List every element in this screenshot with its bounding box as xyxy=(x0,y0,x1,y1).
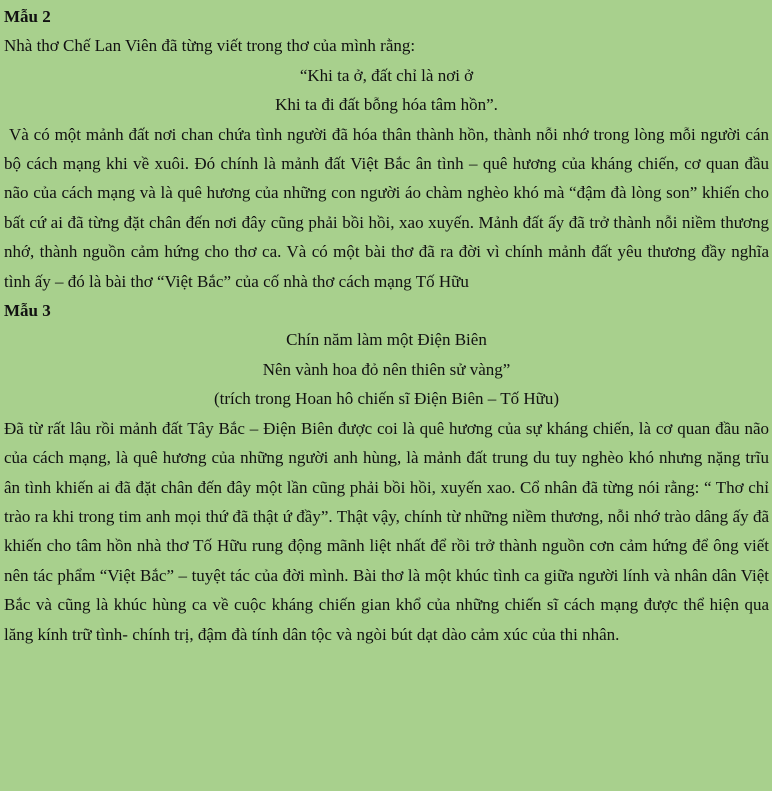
quote-line: Chín năm làm một Điện Biên xyxy=(286,330,487,350)
quote-line: “Khi ta ở, đất chỉ là nơi ở xyxy=(299,65,474,85)
body-paragraph: Và có một mảnh đất nơi chan chứa tình người đã hóa thân thành hồn, thành nỗi nhớ trong lòng mỗi người cán bộ cách mạng khi về xuôi. Đó chính là mảnh đất Việt Bắc ân tình – quê hương của kháng chiến, cơ quan đầu não của cách mạng và là quê hương của những con người áo chàm nghèo khó mà “đậm đà lòng son” khiến cho bất cứ ai đã từng đặt chân đến nơi đây cũng phải bồi hồi, xao xuyến. Mảnh đất ấy đã trở thành nỗi niềm thương nhớ, thành nguồn cảm hứng cho thơ ca. Và có một bài thơ đã ra đời vì chính mảnh đất yêu thương đầy nghĩa tình ấy – đó là bài thơ “Việt Bắc” của cố nhà thơ cách mạng Tố Hữu xyxy=(4,124,769,291)
quote-line: Khi ta đi đất bỗng hóa tâm hồn”. xyxy=(275,95,498,115)
section-mau-2 xyxy=(4,2,769,296)
body-paragraph: Đã từ rất lâu rồi mảnh đất Tây Bắc – Điện Biên được coi là quê hương của sự kháng chiến, là cơ quan đầu não của cách mạng, là quê hương của những người anh hùng, là mảnh đất trung du tuy nghèo khó nhưng nặng trĩu ân tình khiến ai đã đặt chân đến đây một lần cũng phải bồi hồi, xuyến xao. Cổ nhân đã từng nói rằng: “ Thơ chỉ trào ra khi trong tim anh mọi thứ đã thật ứ đầy”. Thật vậy, chính từ những niềm thương, nỗi nhớ trào dâng ấy đã khiến cho tâm hồn nhà thơ Tố Hữu rung động mãnh liệt nhất để rồi trở thành nguồn cơn cảm hứng để ông viết nên tác phẩm “Việt Bắc” – tuyệt tác của đời mình. Bài thơ là một khúc tình ca giữa người lính và nhân dân Việt Bắc và cũng là khúc hùng ca về cuộc kháng chiến gian khổ của những chiến sĩ cách mạng được thể hiện qua lăng kính trữ tình- chính trị, đậm đà tính dân tộc và ngòi bút dạt dào cảm xúc của thi nhân. xyxy=(4,418,769,644)
section-heading: Mẫu 3 xyxy=(4,301,51,321)
quote-source: (trích trong Hoan hô chiến sĩ Điện Biên – Tố Hữu) xyxy=(213,389,560,409)
section-mau-3 xyxy=(4,296,769,649)
quote-line: Nên vành hoa đỏ nên thiên sử vàng” xyxy=(262,359,511,379)
intro-paragraph: Nhà thơ Chế Lan Viên đã từng viết trong thơ của mình rằng: xyxy=(4,36,416,56)
section-heading: Mẫu 2 xyxy=(4,7,51,26)
